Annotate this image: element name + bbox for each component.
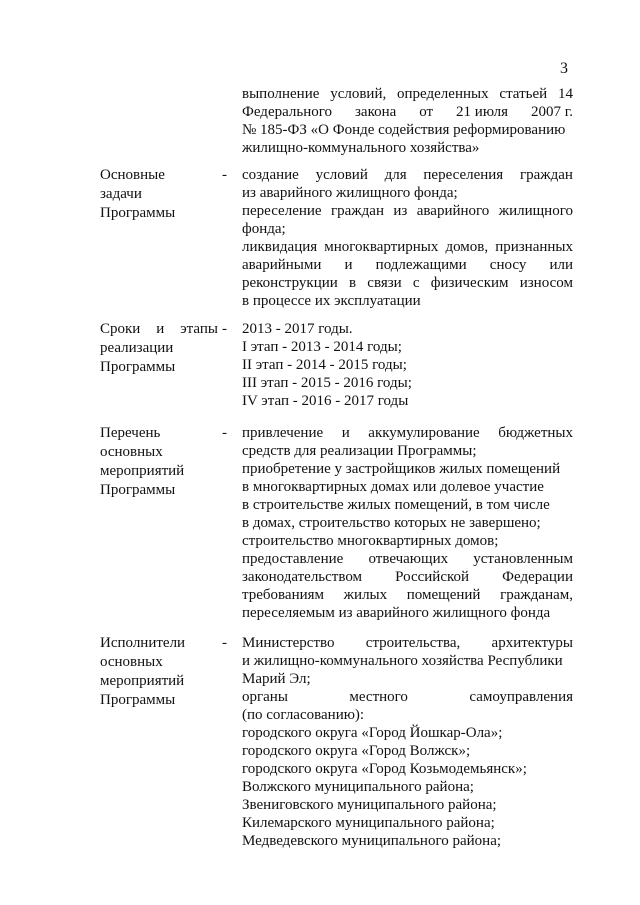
text-line: предоставление отвечающих установленным [242, 551, 573, 567]
text-line: создание условий для переселения граждан [242, 167, 573, 183]
text-line: реконструкции в связи с физическим износом [242, 275, 573, 291]
section-label-timeline: Сроки и этапы реализации Программы [100, 321, 218, 375]
label-word: этапы [180, 321, 218, 337]
text-line: в процессе их эксплуатации [242, 293, 421, 309]
text-line: из аварийного жилищного фонда; [242, 185, 458, 201]
text-line: жилищно-коммунального хозяйства» [242, 140, 480, 156]
text-line: Килемарского муниципального района; [242, 815, 495, 831]
text-line: 2013 - 2017 годы. [242, 321, 353, 337]
section-value-timeline [242, 320, 573, 410]
text-line: (по согласованию): [242, 707, 365, 723]
page-number: 3 [560, 60, 568, 77]
text-line: Марий Эл; [242, 671, 311, 687]
label-word: Сроки [100, 321, 141, 337]
text-line: и жилищно-коммунального хозяйства Республики [242, 653, 563, 669]
section-label-tasks: Основные задачи Программы [100, 167, 176, 221]
text-line: переселяемым из аварийного жилищного фонда [242, 605, 551, 621]
text-line: Звениговского муниципального района; [242, 797, 497, 813]
text-line: в многоквартирных домах или долевое участие [242, 479, 544, 495]
text-line: городского округа «Город Волжск»; [242, 743, 471, 759]
text-line: законодательством Российской Федерации [242, 569, 573, 585]
text-line: приобретение у застройщиков жилых помещений [242, 461, 561, 477]
text-line: аварийными и подлежащими сносу или [242, 257, 573, 273]
label-dash: - [222, 167, 227, 183]
section-value-tasks [242, 166, 573, 310]
label-dash: - [222, 425, 227, 441]
label-dash: - [222, 321, 227, 337]
section-value-executors [242, 634, 573, 850]
label-word: и [156, 321, 165, 337]
text-line: строительство многоквартирных домов; [242, 533, 499, 549]
text-line: I этап - 2013 - 2014 годы; [242, 339, 402, 355]
text-line: требованиям жилых помещений гражданам, [242, 587, 573, 603]
text-line: средств для реализации Программы; [242, 443, 477, 459]
text-line: Министерство строительства, архитектуры [242, 635, 573, 651]
text-line: IV этап - 2016 - 2017 годы [242, 393, 409, 409]
text-line: органы местного самоуправления [242, 689, 573, 705]
intro-text [242, 85, 573, 157]
text-line: Федерального закона от 21 июля 2007 г. [242, 104, 573, 120]
text-line: III этап - 2015 - 2016 годы; [242, 375, 412, 391]
text-line: выполнение условий, определенных статьей 14 [242, 86, 573, 102]
section-label-activities: Перечень основных мероприятий Программы [100, 425, 185, 498]
text-line: городского округа «Город Козьмодемьянск»; [242, 761, 527, 777]
text-line: Медведевского муниципального района; [242, 833, 502, 849]
section-value-activities [242, 424, 573, 622]
text-line: привлечение и аккумулирование бюджетных [242, 425, 573, 441]
text-line: в домах, строительство которых не завершено; [242, 515, 541, 531]
text-line: фонда; [242, 221, 286, 237]
text-line: II этап - 2014 - 2015 годы; [242, 357, 407, 373]
section-label-executors: Исполнители основных мероприятий Программы [100, 635, 186, 708]
text-line: городского округа «Город Йошкар-Ола»; [242, 725, 503, 741]
text-line: ликвидация многоквартирных домов, признанных [242, 239, 573, 255]
label-dash: - [222, 635, 227, 651]
text-line: в строительстве жилых помещений, в том числе [242, 497, 550, 513]
text-line: переселение граждан из аварийного жилищного [242, 203, 573, 219]
text-line: Волжского муниципального района; [242, 779, 474, 795]
text-line: № 185-ФЗ «О Фонде содействия реформированию [242, 122, 566, 138]
